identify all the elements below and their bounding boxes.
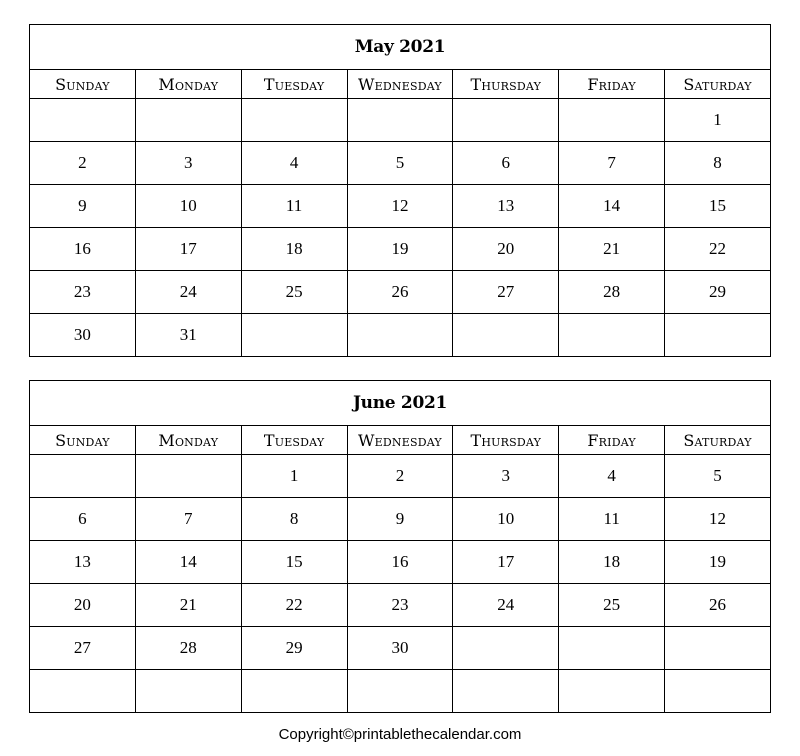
day-cell: 2 xyxy=(347,455,453,498)
calendar-title: June 2021 xyxy=(30,381,771,426)
day-cell: 1 xyxy=(241,455,347,498)
week-row xyxy=(30,498,771,541)
weekday-header-row xyxy=(30,70,771,99)
day-cell xyxy=(30,99,136,142)
day-cell: 13 xyxy=(30,541,136,584)
day-cell: 19 xyxy=(665,541,771,584)
week-row xyxy=(30,627,771,670)
day-cell xyxy=(559,670,665,713)
week-row xyxy=(30,99,771,142)
day-cell: 14 xyxy=(559,185,665,228)
day-cell: 10 xyxy=(135,185,241,228)
day-cell: 4 xyxy=(241,142,347,185)
day-cell: 5 xyxy=(665,455,771,498)
day-cell: 4 xyxy=(559,455,665,498)
day-cell xyxy=(453,627,559,670)
day-cell: 26 xyxy=(665,584,771,627)
day-cell: 20 xyxy=(30,584,136,627)
day-cell: 11 xyxy=(241,185,347,228)
day-cell xyxy=(347,99,453,142)
weekday-saturday: Saturday xyxy=(665,426,771,455)
weekday-header-row xyxy=(30,426,771,455)
day-cell: 25 xyxy=(241,271,347,314)
weekday-monday: Monday xyxy=(135,70,241,99)
day-cell: 21 xyxy=(135,584,241,627)
day-cell: 3 xyxy=(135,142,241,185)
day-cell: 16 xyxy=(347,541,453,584)
day-cell: 22 xyxy=(241,584,347,627)
day-cell xyxy=(559,99,665,142)
day-cell: 17 xyxy=(453,541,559,584)
day-cell: 27 xyxy=(30,627,136,670)
weekday-friday: Friday xyxy=(559,70,665,99)
day-cell xyxy=(241,99,347,142)
week-row xyxy=(30,541,771,584)
weekday-sunday: Sunday xyxy=(30,426,136,455)
day-cell: 1 xyxy=(665,99,771,142)
week-row xyxy=(30,228,771,271)
weekday-monday: Monday xyxy=(135,426,241,455)
day-cell: 30 xyxy=(30,314,136,357)
week-row xyxy=(30,142,771,185)
day-cell: 27 xyxy=(453,271,559,314)
weekday-tuesday: Tuesday xyxy=(241,426,347,455)
week-row xyxy=(30,314,771,357)
weekday-thursday: Thursday xyxy=(453,426,559,455)
day-cell: 15 xyxy=(241,541,347,584)
weekday-friday: Friday xyxy=(559,426,665,455)
day-cell: 16 xyxy=(30,228,136,271)
day-cell: 2 xyxy=(30,142,136,185)
day-cell xyxy=(453,99,559,142)
day-cell: 8 xyxy=(665,142,771,185)
day-cell xyxy=(347,670,453,713)
week-row xyxy=(30,455,771,498)
day-cell xyxy=(135,99,241,142)
day-cell xyxy=(347,314,453,357)
day-cell xyxy=(665,670,771,713)
week-row xyxy=(30,271,771,314)
day-cell: 9 xyxy=(347,498,453,541)
day-cell: 24 xyxy=(135,271,241,314)
day-cell: 14 xyxy=(135,541,241,584)
day-cell xyxy=(135,455,241,498)
day-cell: 29 xyxy=(665,271,771,314)
day-cell: 10 xyxy=(453,498,559,541)
day-cell: 28 xyxy=(559,271,665,314)
day-cell: 17 xyxy=(135,228,241,271)
calendar-june-2021 xyxy=(29,380,771,713)
week-row xyxy=(30,185,771,228)
weekday-tuesday: Tuesday xyxy=(241,70,347,99)
day-cell: 9 xyxy=(30,185,136,228)
day-cell xyxy=(665,314,771,357)
day-cell xyxy=(559,627,665,670)
day-cell: 21 xyxy=(559,228,665,271)
day-cell: 20 xyxy=(453,228,559,271)
day-cell xyxy=(241,314,347,357)
day-cell: 23 xyxy=(30,271,136,314)
day-cell: 29 xyxy=(241,627,347,670)
day-cell: 31 xyxy=(135,314,241,357)
day-cell: 11 xyxy=(559,498,665,541)
day-cell: 7 xyxy=(559,142,665,185)
day-cell: 7 xyxy=(135,498,241,541)
weekday-thursday: Thursday xyxy=(453,70,559,99)
week-row xyxy=(30,584,771,627)
day-cell: 6 xyxy=(30,498,136,541)
calendar-may-2021 xyxy=(29,24,771,357)
day-cell xyxy=(241,670,347,713)
day-cell xyxy=(135,670,241,713)
day-cell: 24 xyxy=(453,584,559,627)
day-cell xyxy=(559,314,665,357)
weekday-wednesday: Wednesday xyxy=(347,426,453,455)
day-cell: 6 xyxy=(453,142,559,185)
calendar-title: May 2021 xyxy=(30,25,771,70)
day-cell xyxy=(453,670,559,713)
weekday-sunday: Sunday xyxy=(30,70,136,99)
weekday-saturday: Saturday xyxy=(665,70,771,99)
day-cell: 26 xyxy=(347,271,453,314)
day-cell: 12 xyxy=(347,185,453,228)
day-cell: 19 xyxy=(347,228,453,271)
day-cell xyxy=(665,627,771,670)
day-cell: 18 xyxy=(241,228,347,271)
copyright-footer: Copyright©printablethecalendar.com xyxy=(278,726,522,743)
day-cell: 13 xyxy=(453,185,559,228)
day-cell: 30 xyxy=(347,627,453,670)
day-cell: 8 xyxy=(241,498,347,541)
day-cell xyxy=(30,670,136,713)
day-cell: 15 xyxy=(665,185,771,228)
day-cell: 28 xyxy=(135,627,241,670)
week-row xyxy=(30,670,771,713)
day-cell: 22 xyxy=(665,228,771,271)
day-cell xyxy=(30,455,136,498)
day-cell: 12 xyxy=(665,498,771,541)
day-cell: 25 xyxy=(559,584,665,627)
day-cell: 3 xyxy=(453,455,559,498)
weekday-wednesday: Wednesday xyxy=(347,70,453,99)
day-cell: 5 xyxy=(347,142,453,185)
day-cell: 23 xyxy=(347,584,453,627)
day-cell: 18 xyxy=(559,541,665,584)
day-cell xyxy=(453,314,559,357)
